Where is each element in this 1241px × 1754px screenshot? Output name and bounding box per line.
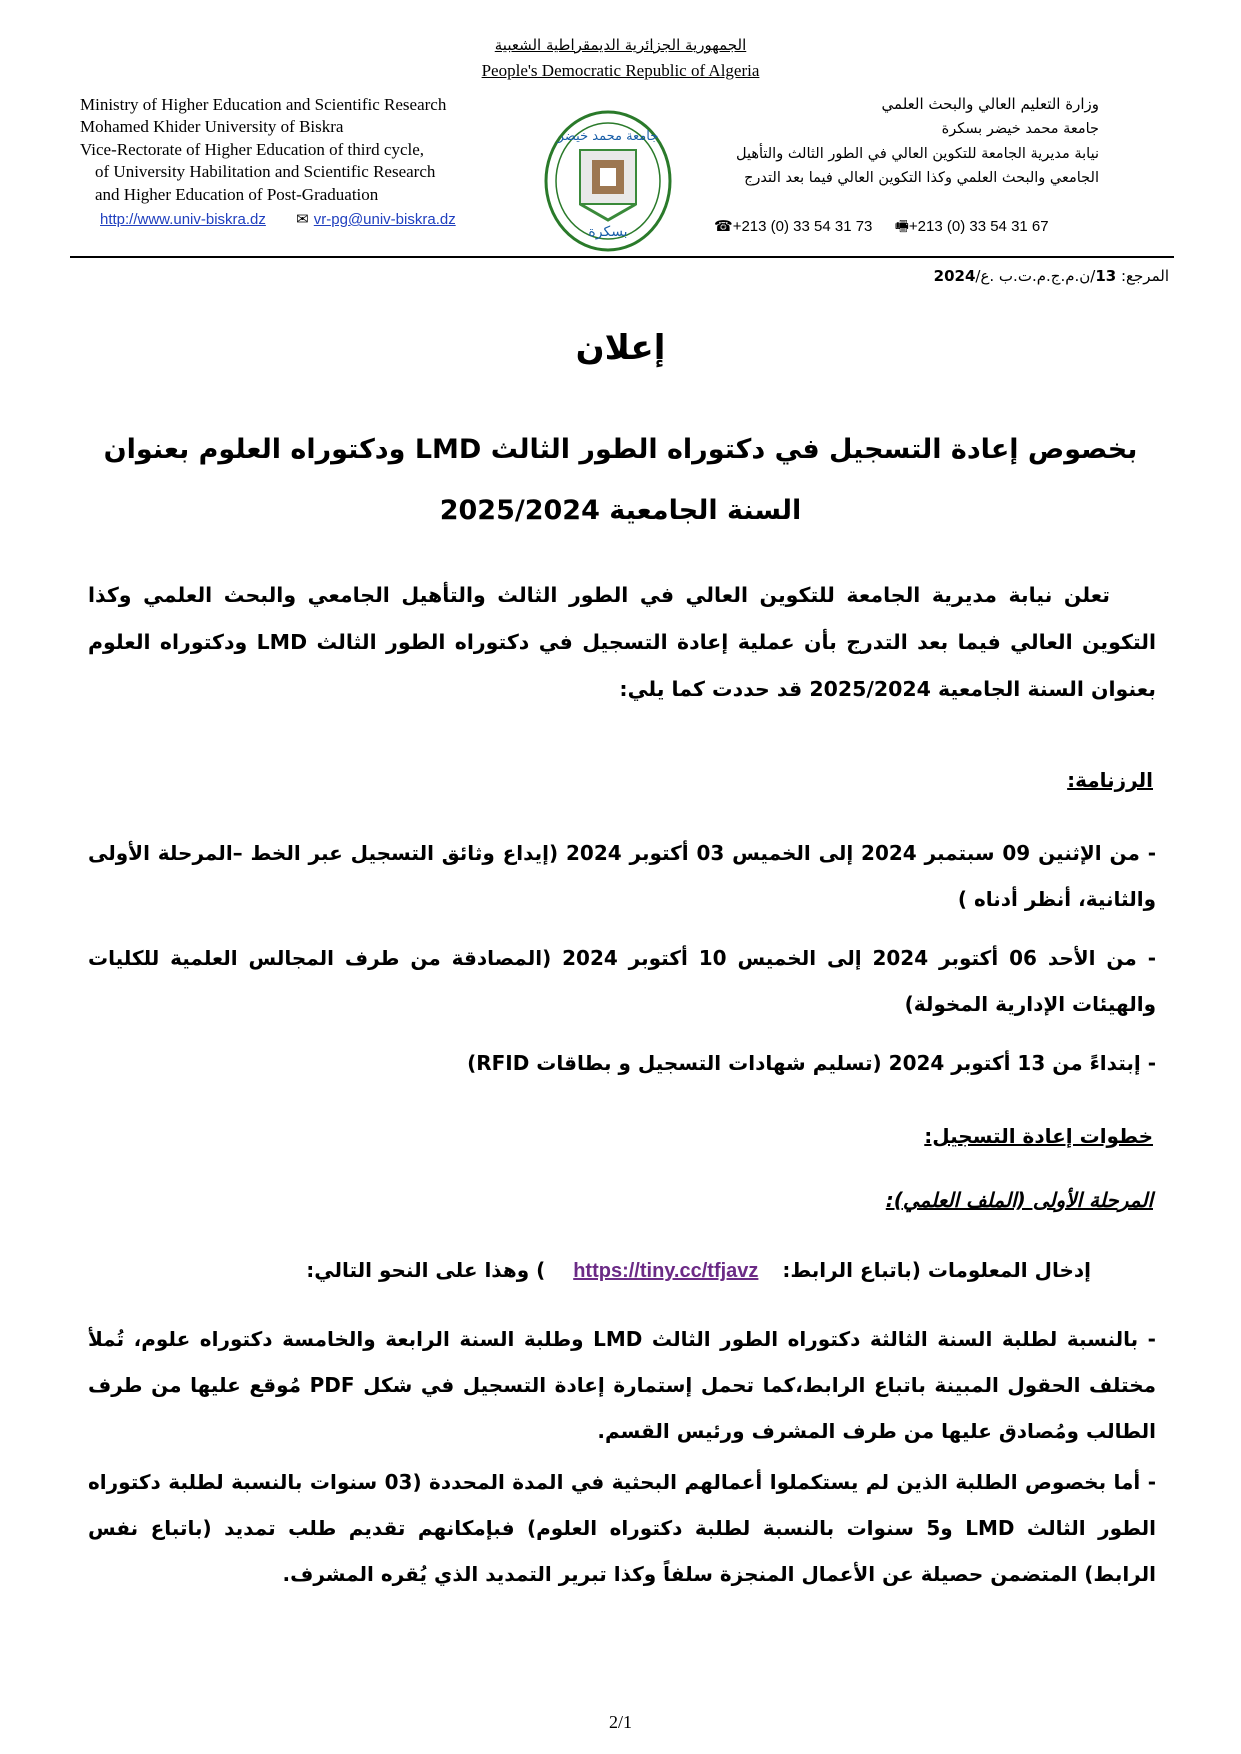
entry-after: ) وهذا على النحو التالي: — [306, 1258, 546, 1282]
contact-web-email — [100, 209, 456, 228]
bullet-2: - أما بخصوص الطلبة الذين لم يستكملوا أعمالهم البحثية في المدة المحددة (03 سنوات بالنسبة لطلبة دكتوراه الطور الثالث LMD و5 سنوات بالنسبة لطلبة دكتوراه العلوم) فبإمكانهم تقديم طلب تمديد (باتباع نفس الرابط) المتضمن حصيلة عن الأعمال المنجزة سلفاً وكذا تبرير التمديد الذي يُقره المشرف. — [88, 1470, 1156, 1586]
university-en: Mohamed Khider University of Biskra — [80, 117, 344, 136]
entry-before: إدخال المعلومات (باتباع الرابط: — [782, 1258, 1091, 1282]
university-logo — [544, 110, 672, 252]
intro-paragraph: تعلن نيابة مديرية الجامعة للتكوين العالي في الطور الثالث والتأهيل الجامعي والبحث العلمي وكذا التكوين العالي فيما بعد التدرج بأن عملية إعادة التسجيل في دكتوراه الطور الثالث LMD ودكتوراه العلوم بعنوان السنة الجامعية 2025/2024 قد حددت كما يلي: — [88, 583, 1156, 701]
subtitle-line-2: السنة الجامعية 2025/2024 — [439, 495, 802, 526]
schedule-item-1: - من الإثنين 09 سبتمبر 2024 إلى الخميس 03 أكتوبر 2024 (إيداع وثائق التسجيل عبر الخط –المرحلة الأولى والثانية، أنظر أدناه ) — [88, 841, 1156, 911]
phone-icon: ☎ — [714, 218, 733, 235]
reference-number — [934, 267, 1169, 285]
vice-rectorate-en-3: and Higher Education of Post-Graduation — [95, 185, 379, 204]
country-arabic: الجمهورية الجزائرية الديمقراطية الشعبية — [494, 36, 747, 54]
country-english: People's Democratic Republic of Algeria — [481, 61, 760, 80]
ministry-en: Ministry of Higher Education and Scientific Research — [80, 95, 447, 114]
page-number: 2/1 — [608, 1712, 632, 1732]
ministry-ar: وزارة التعليم العالي والبحث العلمي — [881, 95, 1099, 113]
contact-phone-fax — [714, 216, 1049, 241]
schedule-item-3: - إبتداءً من 13 أكتوبر 2024 (تسليم شهادات التسجيل و بطاقات RFID) — [467, 1051, 1156, 1075]
phone-number: +213 (0) 33 54 31 73 — [732, 218, 873, 235]
reference-code: /ن.م.ج.م.ت.ب .ع/ — [975, 267, 1096, 285]
vice-rectorate-ar-2: الجامعي والبحث العلمي وكذا التكوين العالي فيما بعد التدرج — [744, 170, 1099, 186]
vice-rectorate-en-2: of University Habilitation and Scientific Research — [95, 162, 436, 181]
university-ar: جامعة محمد خيضر بسكرة — [941, 121, 1099, 137]
reference-label: المرجع: — [1121, 267, 1169, 285]
logo-text-top: جامعة محمد خيضر — [557, 129, 659, 144]
reference-num: 13 — [1095, 267, 1117, 285]
vice-rectorate-en-1: Vice-Rectorate of Higher Education of third cycle, — [80, 140, 425, 159]
schedule-item-2: - من الأحد 06 أكتوبر 2024 إلى الخميس 10 أكتوبر 2024 (المصادقة من طرف المجالس العلمية للكليات والهيئات الإدارية المخولة) — [88, 946, 1156, 1016]
entry-line — [306, 1258, 1091, 1283]
page-title: إعلان — [575, 328, 666, 368]
header-divider — [70, 256, 1174, 258]
phase1-heading: المرحلة الأولى (الملف العلمي): — [885, 1188, 1153, 1212]
website-link[interactable]: http://www.univ-biskra.dz — [100, 211, 266, 228]
subtitle-line-1: بخصوص إعادة التسجيل في دكتوراه الطور الثالث LMD ودكتوراه العلوم بعنوان — [103, 434, 1138, 465]
email-link[interactable]: vr-pg@univ-biskra.dz — [313, 211, 456, 228]
steps-heading: خطوات إعادة التسجيل: — [924, 1124, 1153, 1148]
mail-icon: ✉ — [296, 210, 309, 228]
bullet-1: - بالنسبة لطلبة السنة الثالثة دكتوراه الطور الثالث LMD وطلبة السنة الرابعة والخامسة دكتوراه علوم، تُملأ مختلف الحقول المبينة باتباع الرابط،كما تحمل إستمارة إعادة التسجيل في شكل PDF مُوقع عليها من طرف الطالب ومُصادق عليها من طرف المشرف ورئيس القسم. — [88, 1327, 1156, 1443]
fax-icon: 🖷 — [894, 218, 909, 235]
form-link[interactable]: https://tiny.cc/tfjavz — [573, 1260, 759, 1282]
reference-year: 2024 — [933, 267, 976, 285]
logo-text-bottom: بسكرة — [588, 224, 628, 240]
vice-rectorate-ar-1: نيابة مديرية الجامعة للتكوين العالي في الطور الثالث والتأهيل — [735, 146, 1099, 162]
schedule-heading: الرزنامة: — [1067, 768, 1153, 792]
fax-number: +213 (0) 33 54 31 67 — [908, 218, 1049, 235]
